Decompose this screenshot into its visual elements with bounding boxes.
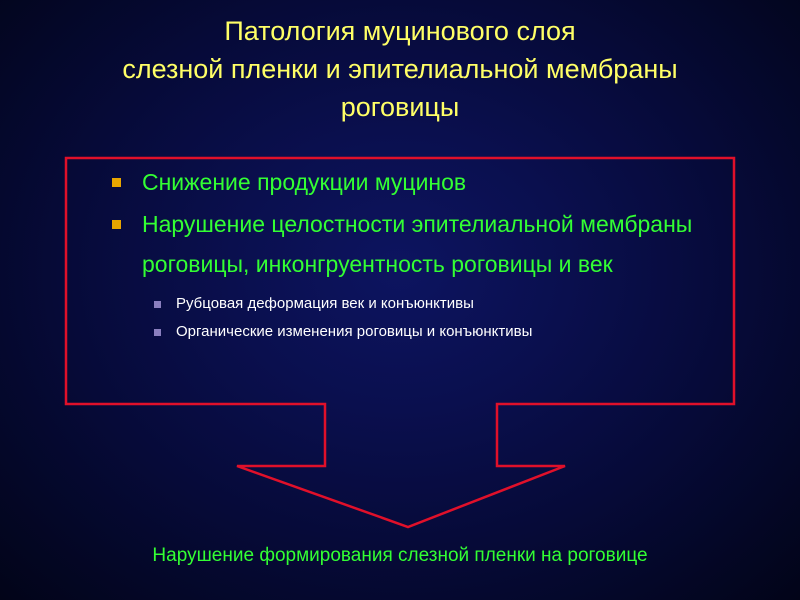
square-bullet-icon (112, 178, 121, 187)
bullet-text: Нарушение целостности эпителиальной мембраны роговицы, инконгруентность роговицы и век (142, 211, 693, 277)
sub-list-item (150, 318, 750, 346)
title-line-2: слезной пленки и эпителиальной мембраны (122, 54, 678, 84)
square-bullet-icon (112, 220, 121, 229)
list-item (110, 162, 750, 202)
square-bullet-icon (154, 301, 161, 308)
square-bullet-icon (154, 329, 161, 336)
bullet-list (110, 162, 750, 346)
sub-bullet-text: Органические изменения роговицы и конъюнктивы (176, 323, 533, 340)
title-line-1: Патология муцинового слоя (224, 16, 576, 46)
sub-bullet-text: Рубцовая деформация век и конъюнктивы (176, 295, 474, 312)
bullet-text: Снижение продукции муцинов (142, 169, 467, 195)
conclusion-text: Нарушение формирования слезной пленки на роговице (152, 545, 648, 566)
sub-list-item (150, 290, 750, 318)
list-item (110, 204, 750, 284)
title-line-3: роговицы (340, 92, 460, 122)
sub-bullet-list (110, 290, 750, 346)
